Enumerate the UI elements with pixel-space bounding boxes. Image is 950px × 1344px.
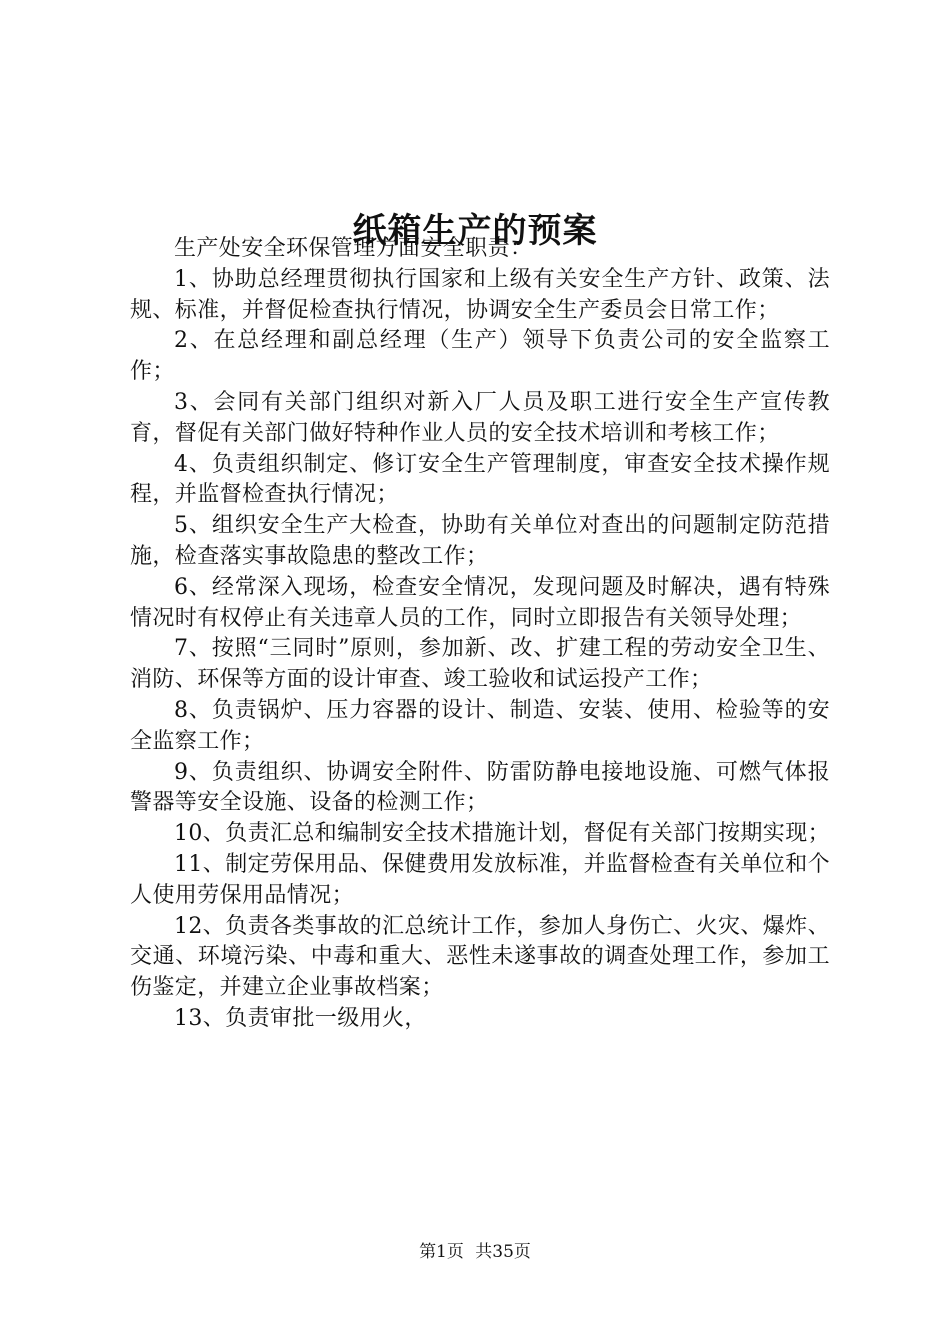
paragraph-intro: 生产处安全环保管理方面安全职责： xyxy=(174,236,533,261)
page-number: 第1页 xyxy=(419,1242,464,1262)
paragraph-item-7: 7、按照“三同时”原则，参加新、改、扩建工程的劳动安全卫生、消防、环保等方面的设计审查、竣工验收和试运投产工作； xyxy=(130,636,830,693)
paragraph-item-13: 13、负责审批一级用火， xyxy=(174,1005,427,1031)
page-footer xyxy=(0,1240,950,1264)
page-total: 共35页 xyxy=(475,1242,531,1262)
paragraph-item-4: 4、负责组织制定、修订安全生产管理制度，审查安全技术操作规程，并监督检查执行情况； xyxy=(130,451,830,508)
paragraph-item-12: 12、负责各类事故的汇总统计工作，参加人身伤亡、火灾、爆炸、交通、环境污染、中毒和重大、恶性未遂事故的调查处理工作，参加工伤鉴定，并建立企业事故档案； xyxy=(130,913,830,1001)
paragraph-item-10: 10、负责汇总和编制安全技术措施计划，督促有关部门按期实现； xyxy=(174,821,830,847)
paragraph-item-11: 11、制定劳保用品、保健费用发放标准，并监督检查有关单位和个人使用劳保用品情况； xyxy=(130,851,830,908)
paragraph-item-3: 3、会同有关部门组织对新入厂人员及职工进行安全生产宣传教育，督促有关部门做好特种作业人员的安全技术培训和考核工作； xyxy=(130,389,830,446)
paragraph-item-9: 9、负责组织、协调安全附件、防雷防静电接地设施、可燃气体报警器等安全设施、设备的检测工作； xyxy=(130,759,830,816)
paragraph-item-2: 2、在总经理和副总经理（生产）领导下负责公司的安全监察工作； xyxy=(130,328,830,385)
document-title: 纸箱生产的预案 xyxy=(352,210,598,251)
paragraph-item-5: 5、组织安全生产大检查，协助有关单位对查出的问题制定防范措施，检查落实事故隐患的整改工作； xyxy=(130,513,830,569)
paragraph-item-8: 8、负责锅炉、压力容器的设计、制造、安装、使用、检验等的安全监察工作； xyxy=(130,697,830,754)
document-body xyxy=(130,234,830,1035)
paragraph-item-6: 6、经常深入现场，检查安全情况，发现问题及时解决，遇有特殊情况时有权停止有关违章人员的工作，同时立即报告有关领导处理； xyxy=(130,574,830,631)
paragraph-item-1: 1、协助总经理贯彻执行国家和上级有关安全生产方针、政策、法规、标准，并督促检查执行情况，协调安全生产委员会日常工作； xyxy=(130,266,830,323)
